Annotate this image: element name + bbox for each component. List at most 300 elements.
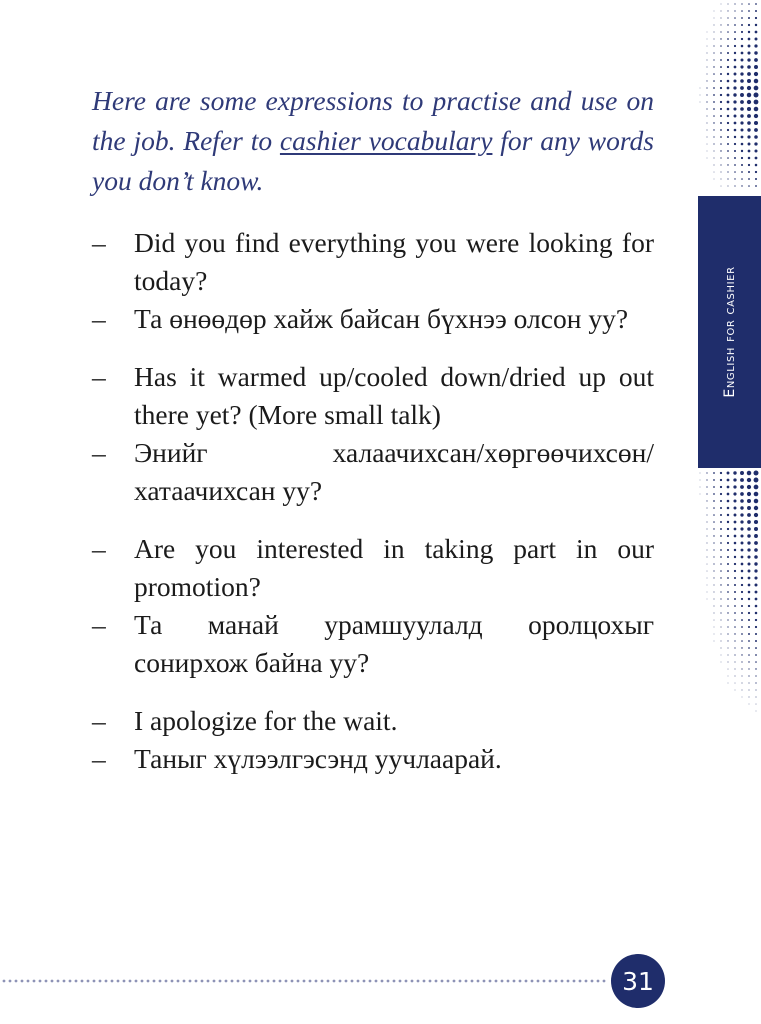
halftone-dot (740, 471, 744, 475)
halftone-dot (727, 59, 729, 61)
halftone-dot (727, 115, 729, 117)
footer-dot (279, 980, 282, 983)
footer-dot (189, 980, 192, 983)
halftone-dot (755, 591, 758, 594)
halftone-dot (721, 662, 722, 663)
footer-dot (177, 980, 180, 983)
footer-dot (147, 980, 150, 983)
halftone-dot (721, 179, 722, 180)
halftone-dot (720, 80, 722, 82)
halftone-dot (707, 130, 708, 131)
halftone-dot (748, 577, 751, 580)
halftone-dot (741, 24, 743, 26)
halftone-dot (735, 683, 736, 684)
halftone-dot (748, 3, 750, 5)
halftone-dot (727, 24, 728, 25)
halftone-dot (713, 94, 715, 96)
footer-dot (579, 980, 582, 983)
footer-dot (369, 980, 372, 983)
footer-dot (495, 980, 498, 983)
halftone-dot (748, 164, 750, 166)
halftone-dot (700, 494, 701, 495)
halftone-dot (720, 556, 722, 558)
halftone-dot (747, 513, 751, 517)
halftone-dot (740, 65, 743, 68)
halftone-dot (720, 73, 722, 75)
halftone-dot (720, 507, 722, 509)
halftone-dot (720, 52, 722, 54)
halftone-dot (741, 52, 744, 55)
halftone-dot (754, 114, 758, 118)
footer-dot (57, 980, 60, 983)
halftone-dot (756, 697, 757, 698)
halftone-dot (741, 563, 744, 566)
halftone-dot (741, 143, 744, 146)
halftone-dot (720, 101, 722, 103)
footer-dot (381, 980, 384, 983)
halftone-dot (707, 536, 708, 537)
halftone-dot (734, 129, 737, 132)
english-text: Did you find everything you were looking for today? (134, 227, 654, 296)
halftone-dot (727, 150, 729, 152)
halftone-dot (727, 598, 729, 600)
halftone-dot (713, 493, 715, 495)
halftone-dot (713, 143, 714, 144)
halftone-dot (707, 557, 708, 558)
halftone-dot (747, 506, 751, 510)
halftone-dot (754, 72, 758, 76)
footer-dot (27, 980, 30, 983)
halftone-dot (728, 676, 729, 677)
halftone-dot (728, 669, 729, 670)
halftone-dot (748, 591, 751, 594)
halftone-dot (741, 556, 744, 559)
dash-bullet: – (92, 227, 106, 258)
halftone-dot (740, 114, 743, 117)
footer-dot (393, 980, 396, 983)
halftone-dot (721, 634, 722, 635)
halftone-dot (756, 711, 757, 712)
halftone-dot (706, 500, 707, 501)
halftone-dot (720, 493, 722, 495)
phrase-english (92, 224, 654, 300)
halftone-dot (734, 150, 736, 152)
halftone-dot (706, 486, 707, 487)
footer-dot (435, 980, 438, 983)
halftone-dot (734, 514, 737, 517)
halftone-dot (733, 86, 736, 89)
halftone-dot (740, 485, 744, 489)
halftone-dot (741, 605, 743, 607)
halftone-dot (720, 157, 721, 158)
halftone-dot (754, 527, 758, 531)
halftone-dot (727, 542, 729, 544)
halftone-dot (727, 157, 729, 159)
halftone-dot (755, 185, 757, 187)
footer-dot (447, 980, 450, 983)
halftone-dot (747, 534, 750, 537)
halftone-dot (734, 542, 737, 545)
halftone-dot (748, 150, 751, 153)
halftone-dot (755, 178, 757, 180)
halftone-dot (748, 640, 750, 642)
halftone-dot (720, 129, 722, 131)
halftone-dot (734, 626, 736, 628)
halftone-dot (728, 4, 729, 5)
halftone-dot (741, 150, 743, 152)
halftone-dot (707, 571, 708, 572)
halftone-dot (721, 4, 722, 5)
halftone-dot (706, 507, 707, 508)
halftone-dot (720, 115, 722, 117)
halftone-dot (747, 499, 751, 503)
halftone-dot (714, 165, 715, 166)
halftone-dot (747, 128, 750, 131)
halftone-dot (741, 164, 743, 166)
halftone-dot (734, 577, 736, 579)
halftone-dot (754, 51, 757, 54)
halftone-dot (734, 185, 735, 186)
dash-bullet: – (92, 303, 106, 334)
halftone-dot (706, 528, 707, 529)
halftone-dot (713, 472, 715, 474)
halftone-dot (755, 31, 758, 34)
halftone-dot (728, 662, 729, 663)
english-text: Are you interested in taking part in our promotion? (134, 533, 654, 602)
halftone-dot (727, 143, 729, 145)
halftone-dot (727, 612, 728, 613)
halftone-dot (706, 521, 707, 522)
phrase-group (92, 530, 654, 682)
halftone-dot (755, 24, 757, 26)
halftone-dot (734, 73, 737, 76)
halftone-dot (720, 612, 721, 613)
halftone-dot (740, 79, 744, 83)
halftone-dot (755, 38, 758, 41)
halftone-dot (728, 683, 729, 684)
halftone-dot (727, 66, 729, 68)
footer-dot (69, 980, 72, 983)
halftone-dot (734, 647, 735, 648)
intro-paragraph (92, 81, 654, 201)
halftone-dot (741, 591, 743, 593)
halftone-dot (714, 620, 715, 621)
halftone-dot (713, 66, 714, 67)
halftone-dot (747, 492, 751, 496)
halftone-dot (720, 122, 722, 124)
halftone-dot (706, 80, 707, 81)
halftone-dot (748, 619, 750, 621)
footer-dot (63, 980, 66, 983)
halftone-dot (754, 100, 759, 105)
cashier-vocabulary-link[interactable]: cashier vocabulary (279, 125, 493, 156)
halftone-dot (754, 128, 758, 132)
halftone-dot (727, 479, 730, 482)
halftone-dot (747, 485, 751, 489)
halftone-dot (713, 38, 714, 39)
halftone-dot (741, 549, 744, 552)
halftone-dot (734, 556, 736, 558)
halftone-dot (727, 164, 728, 165)
footer-dot (213, 980, 216, 983)
halftone-dot (727, 514, 729, 516)
halftone-dot (755, 647, 757, 649)
halftone-dot (733, 93, 736, 96)
halftone-dot (714, 613, 715, 614)
footer-dot (285, 980, 288, 983)
halftone-dot (714, 606, 715, 607)
halftone-dot (721, 641, 722, 642)
halftone-dot (741, 10, 743, 12)
halftone-dot (720, 605, 721, 606)
halftone-dot (740, 534, 743, 537)
halftone-dot (741, 584, 743, 586)
halftone-dot (720, 472, 722, 474)
footer-dot (501, 980, 504, 983)
halftone-dot (713, 157, 714, 158)
halftone-dot (727, 185, 728, 186)
halftone-dot (748, 605, 750, 607)
halftone-dot (754, 149, 757, 152)
halftone-dot (742, 683, 743, 684)
footer-dot (411, 980, 414, 983)
phrase-list (92, 224, 654, 798)
halftone-dot (713, 577, 714, 578)
mongolian-text: Энийг халаачихсан/хөргөөчихсөн/ хатаачихсан уу? (134, 437, 654, 506)
halftone-dot (720, 514, 722, 516)
halftone-dot (727, 171, 728, 172)
halftone-dot (707, 151, 708, 152)
footer-dot (537, 980, 540, 983)
halftone-dot (748, 647, 750, 649)
phrase-group (92, 702, 654, 778)
halftone-dot (741, 654, 742, 655)
halftone-dot (714, 627, 715, 628)
halftone-dot (748, 675, 749, 676)
halftone-dot (727, 31, 729, 33)
halftone-dot (747, 114, 751, 118)
footer-dot (219, 980, 222, 983)
halftone-dot (720, 108, 722, 110)
halftone-dot (741, 136, 744, 139)
halftone-dot (741, 178, 743, 180)
halftone-dot (707, 60, 708, 61)
halftone-dot (714, 172, 715, 173)
mongolian-text: Та манай урамшуулалд оролцохыг сонирхож байна уу? (134, 609, 654, 678)
footer-dot (183, 980, 186, 983)
halftone-dot (755, 675, 756, 676)
halftone-dot (720, 563, 722, 565)
halftone-dot (734, 59, 737, 62)
halftone-dot (754, 541, 758, 545)
footer-dot (567, 980, 570, 983)
halftone-dot (747, 520, 751, 524)
halftone-dot (707, 39, 708, 40)
halftone-dot (714, 179, 715, 180)
halftone-dot (713, 542, 714, 543)
halftone-dot (741, 570, 744, 573)
halftone-dot (740, 499, 744, 503)
halftone-dot (713, 570, 714, 571)
footer-dot (333, 980, 336, 983)
halftone-dot (747, 86, 751, 90)
footer-dot (243, 980, 246, 983)
footer-dot (309, 980, 312, 983)
halftone-dot (727, 87, 730, 90)
halftone-dot (754, 478, 759, 483)
phrase-mongolian (92, 606, 654, 682)
footer-dot (525, 980, 528, 983)
halftone-dot (741, 31, 743, 33)
halftone-dot (740, 513, 743, 516)
halftone-dot (733, 100, 736, 103)
halftone-dot (706, 472, 707, 473)
phrase-mongolian (92, 740, 654, 778)
halftone-dot (713, 136, 714, 137)
halftone-dot (741, 542, 744, 545)
footer-dot (9, 980, 12, 983)
halftone-dot (735, 676, 736, 677)
halftone-dot (747, 471, 751, 475)
halftone-dot (747, 65, 751, 69)
halftone-dot (755, 626, 757, 628)
halftone-dot (734, 570, 736, 572)
footer-dot (99, 980, 102, 983)
halftone-dot (747, 58, 750, 61)
mongolian-text: Та өнөөдөр хайж байсан бүхнээ олсон уу? (134, 303, 629, 334)
halftone-dot (741, 45, 744, 48)
halftone-dot (713, 591, 714, 592)
footer-dot (483, 980, 486, 983)
halftone-dot (713, 528, 714, 529)
halftone-dot (720, 521, 722, 523)
footer-dot (33, 980, 36, 983)
halftone-dot (754, 135, 758, 139)
halftone-dot (747, 93, 751, 97)
halftone-dot (734, 563, 736, 565)
halftone-dot (706, 94, 707, 95)
halftone-dot (748, 17, 750, 19)
halftone-dot (713, 507, 715, 509)
halftone-dot (742, 697, 743, 698)
halftone-dot (727, 178, 728, 179)
halftone-dot (707, 137, 708, 138)
halftone-dot (713, 514, 715, 516)
halftone-dot (734, 136, 736, 138)
halftone-dot (714, 634, 715, 635)
halftone-dot (755, 171, 757, 173)
halftone-dot (740, 506, 743, 509)
halftone-dot (740, 520, 743, 523)
halftone-dot (707, 550, 708, 551)
english-text: I apologize for the wait. (134, 705, 398, 736)
halftone-dot (747, 548, 750, 551)
halftone-dot (754, 576, 757, 579)
halftone-dot (734, 171, 736, 173)
footer-dot (441, 980, 444, 983)
halftone-dot (734, 507, 737, 510)
halftone-dot (734, 661, 735, 662)
halftone-dot (748, 626, 750, 628)
halftone-dot (755, 633, 757, 635)
halftone-dot (755, 640, 757, 642)
halftone-dot (748, 24, 750, 26)
halftone-dot (720, 577, 721, 578)
halftone-dot (740, 72, 743, 75)
halftone-dot (754, 485, 759, 490)
halftone-dot (734, 612, 736, 614)
footer-dot (573, 980, 576, 983)
halftone-dot (720, 598, 721, 599)
footer-dot (465, 980, 468, 983)
halftone-dot (755, 682, 756, 683)
footer-dot (477, 980, 480, 983)
halftone-dot (714, 11, 715, 12)
halftone-dot (755, 654, 757, 656)
footer-dot (171, 980, 174, 983)
halftone-dot (741, 619, 743, 621)
footer-dot (423, 980, 426, 983)
halftone-dot (733, 492, 736, 495)
footer-dot (453, 980, 456, 983)
footer-dot (297, 980, 300, 983)
dash-bullet: – (92, 533, 106, 564)
halftone-dot (727, 528, 729, 530)
footer-dot (141, 980, 144, 983)
halftone-dot (727, 136, 729, 138)
footer-dot (531, 980, 534, 983)
footer-dot (261, 980, 264, 983)
halftone-dot (713, 521, 715, 523)
halftone-dot (734, 584, 736, 586)
footer-dot (471, 980, 474, 983)
halftone-dot (720, 45, 722, 47)
halftone-dot (706, 73, 707, 74)
phrase-mongolian (92, 434, 654, 510)
halftone-dot (749, 697, 750, 698)
halftone-dot (721, 655, 722, 656)
halftone-dot (734, 52, 736, 54)
halftone-dot (733, 478, 736, 481)
halftone-dot (706, 122, 707, 123)
phrase-english (92, 530, 654, 606)
halftone-dot (747, 555, 750, 558)
halftone-dot (748, 612, 750, 614)
halftone-dot (740, 86, 744, 90)
halftone-dot (741, 640, 743, 642)
halftone-dot (720, 164, 721, 165)
halftone-dot (755, 668, 756, 669)
halftone-dot (754, 548, 758, 552)
halftone-dot (748, 570, 751, 573)
english-text: Has it warmed up/cooled down/dried up out there yet? (More small talk) (134, 361, 654, 430)
halftone-dot (754, 471, 759, 476)
phrase-group (92, 358, 654, 510)
halftone-dot (754, 79, 758, 83)
halftone-dot (748, 633, 750, 635)
halftone-dot (754, 492, 759, 497)
halftone-dot (733, 471, 736, 474)
halftone-dot (741, 38, 743, 40)
halftone-dot (748, 45, 751, 48)
halftone-dot (748, 584, 751, 587)
halftone-dot (700, 473, 701, 474)
halftone-dot (720, 17, 721, 18)
halftone-dot (734, 619, 736, 621)
footer-dot (15, 980, 18, 983)
side-tab (698, 196, 761, 468)
footer-dot (81, 980, 84, 983)
